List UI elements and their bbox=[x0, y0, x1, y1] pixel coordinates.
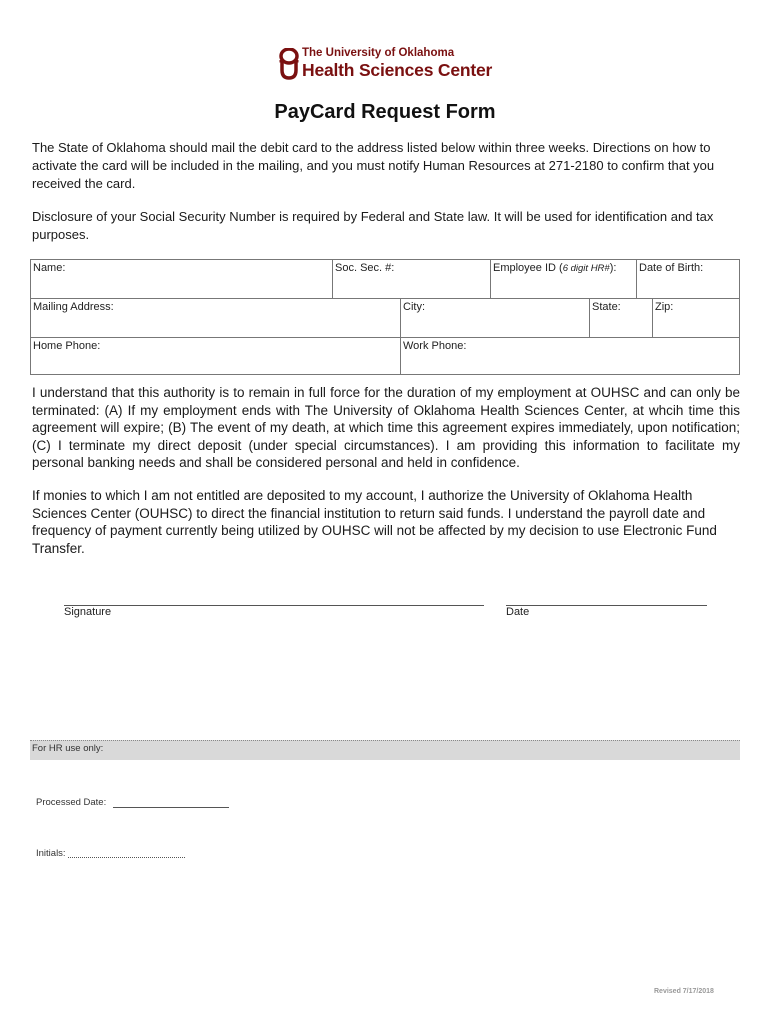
logo-university-name: The University of Oklahoma bbox=[302, 47, 455, 59]
ou-monogram-icon bbox=[278, 48, 300, 80]
employee-id-suffix: ): bbox=[609, 262, 617, 274]
work-phone-field[interactable] bbox=[401, 338, 739, 376]
employee-id-label: Employee ID ( bbox=[493, 262, 563, 274]
name-label: Name: bbox=[33, 262, 66, 274]
ssn-field[interactable] bbox=[333, 260, 490, 298]
date-label: Date bbox=[506, 606, 530, 618]
signature-line[interactable] bbox=[64, 605, 484, 606]
intro-paragraph-ssn-disclosure: Disclosure of your Social Security Number is required by Federal and State law. It will be used for identification and tax purposes. bbox=[32, 209, 714, 242]
page-title: PayCard Request Form bbox=[274, 101, 496, 123]
processed-date-line[interactable] bbox=[113, 807, 229, 808]
initials-line[interactable] bbox=[68, 857, 185, 858]
state-label: State: bbox=[592, 301, 621, 313]
authorization-terms-paragraph: I understand that this authority is to remain in full force for the duration of my employment at OUHSC and can only be terminated: (A) If my employment ends with The University of Oklahoma Health Sciences Center, at whcih time this agreement will expire; (B) The event of my death, at which time this agreement expires immediately, upon notification; (C) I terminate my direct deposit (under special circumstances). I am providing this information to facilitate my personal banking needs and shall be considered personal and held in confidence. bbox=[32, 385, 740, 470]
ouhsc-logo bbox=[278, 46, 508, 86]
intro-paragraph-mailing: The State of Oklahoma should mail the debit card to the address listed below within three weeks. Directions on how to activate the card will be included in the mailing, and you must notify Human Resources at 271-2180 to confirm that you received the card. bbox=[32, 140, 715, 191]
date-line[interactable] bbox=[506, 605, 707, 606]
employee-id-field[interactable] bbox=[491, 260, 636, 298]
work-phone-label: Work Phone: bbox=[403, 340, 467, 352]
employee-id-note: 6 digit HR# bbox=[562, 263, 610, 274]
info-row-identity bbox=[31, 260, 739, 299]
hr-use-only-header bbox=[30, 740, 740, 760]
info-row-phones bbox=[31, 338, 739, 375]
home-phone-field[interactable] bbox=[31, 338, 400, 376]
zip-label: Zip: bbox=[655, 301, 674, 313]
dob-field[interactable] bbox=[637, 260, 739, 298]
city-label: City: bbox=[403, 301, 425, 313]
ssn-label: Soc. Sec. #: bbox=[335, 262, 395, 274]
employee-info-table bbox=[30, 259, 740, 375]
zip-field[interactable] bbox=[653, 299, 739, 337]
info-row-address bbox=[31, 299, 739, 338]
refund-authorization-paragraph: If monies to which I am not entitled are deposited to my account, I authorize the University of Oklahoma Health Sciences Center (OUHSC) to direct the financial institution to return said funds. I understand the payroll date and frequency of payment currently being utilized by OUHSC will not be affected by my decision to use Electronic Fund Transfer. bbox=[32, 488, 717, 556]
mailing-address-label: Mailing Address: bbox=[33, 301, 114, 313]
mailing-address-field[interactable] bbox=[31, 299, 400, 337]
home-phone-label: Home Phone: bbox=[33, 340, 101, 352]
dob-label: Date of Birth: bbox=[639, 262, 704, 274]
signature-label: Signature bbox=[64, 606, 112, 618]
name-field[interactable] bbox=[31, 260, 331, 298]
city-field[interactable] bbox=[401, 299, 589, 337]
initials-label: Initials: bbox=[36, 848, 66, 859]
logo-center-name: Health Sciences Center bbox=[302, 60, 493, 80]
hr-use-only-label: For HR use only: bbox=[32, 743, 104, 754]
revision-date: Revised 7/17/2018 bbox=[654, 988, 714, 995]
processed-date-label: Processed Date: bbox=[36, 797, 107, 808]
state-field[interactable] bbox=[590, 299, 652, 337]
